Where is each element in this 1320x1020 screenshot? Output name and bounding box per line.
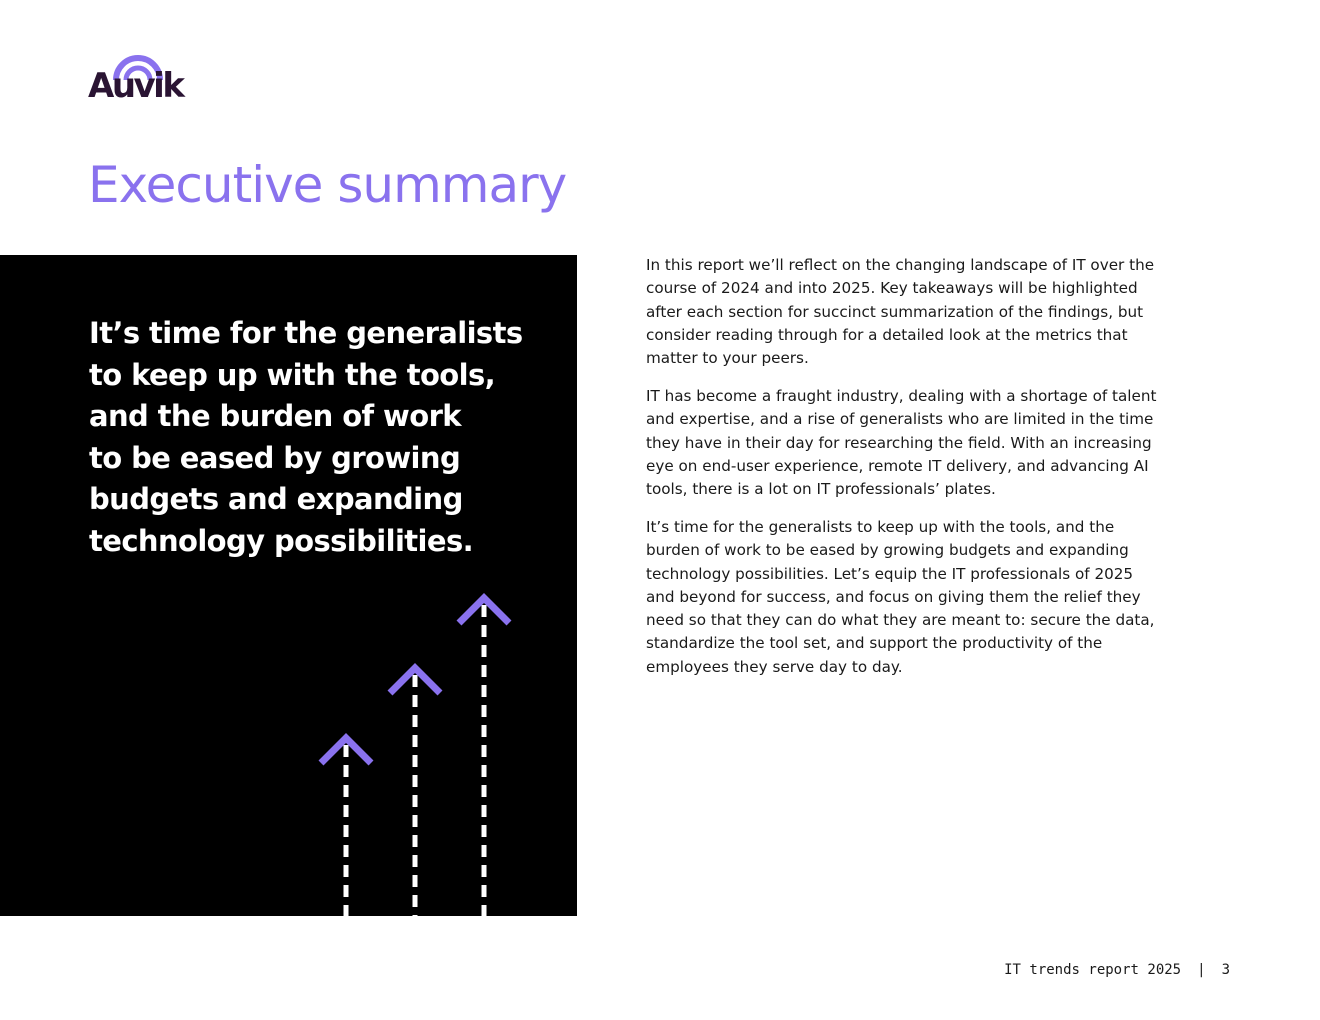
arrows-graphic — [0, 255, 577, 916]
page-number: 3 — [1221, 962, 1230, 978]
dashed-up-arrow-icon — [459, 598, 509, 916]
quote-panel — [0, 255, 577, 916]
body-paragraph: It’s time for the generalists to keep up with the tools, and the burden of work to be eased by growing budgets and expanding technology possibilities. Let’s equip the IT professionals of 2025 and beyond for success, and focus on giving them the relief they need so that they can do what they are meant to: secure the data, standardize the tool set, and support the productivity of the employees they serve day to day. — [646, 517, 1155, 676]
body-paragraph: In this report we’ll reflect on the changing landscape of IT over the course of 2024 and into 2025. Key takeaways will be highlighted after each section for succinct summarization of the findings, but consider reading through for a detailed look at the metrics that matter to your peers. — [646, 256, 1155, 368]
page-title: Executive summary — [88, 156, 567, 214]
report-name: IT trends report 2025 — [1004, 962, 1182, 978]
pull-quote: It’s time for the generalists to keep up with the tools, and the burden of work to be eased by growing budgets and expanding technology possibilities. — [89, 316, 523, 558]
body-text — [646, 254, 1166, 694]
footer-separator: | — [1197, 962, 1206, 978]
body-paragraph: IT has become a fraught industry, dealing with a shortage of talent and expertise, and a rise of generalists who are limited in the time they have in their day for researching the field. With an increasing eye on end-user experience, remote IT delivery, and advancing AI tools, there is a lot on IT professionals’ plates. — [646, 386, 1157, 499]
auvik-logo — [88, 52, 188, 106]
logo-wordmark: Auvik — [88, 66, 183, 106]
dashed-up-arrow-icon — [390, 668, 440, 916]
page-footer — [1004, 960, 1230, 980]
dashed-up-arrow-icon — [321, 738, 371, 916]
